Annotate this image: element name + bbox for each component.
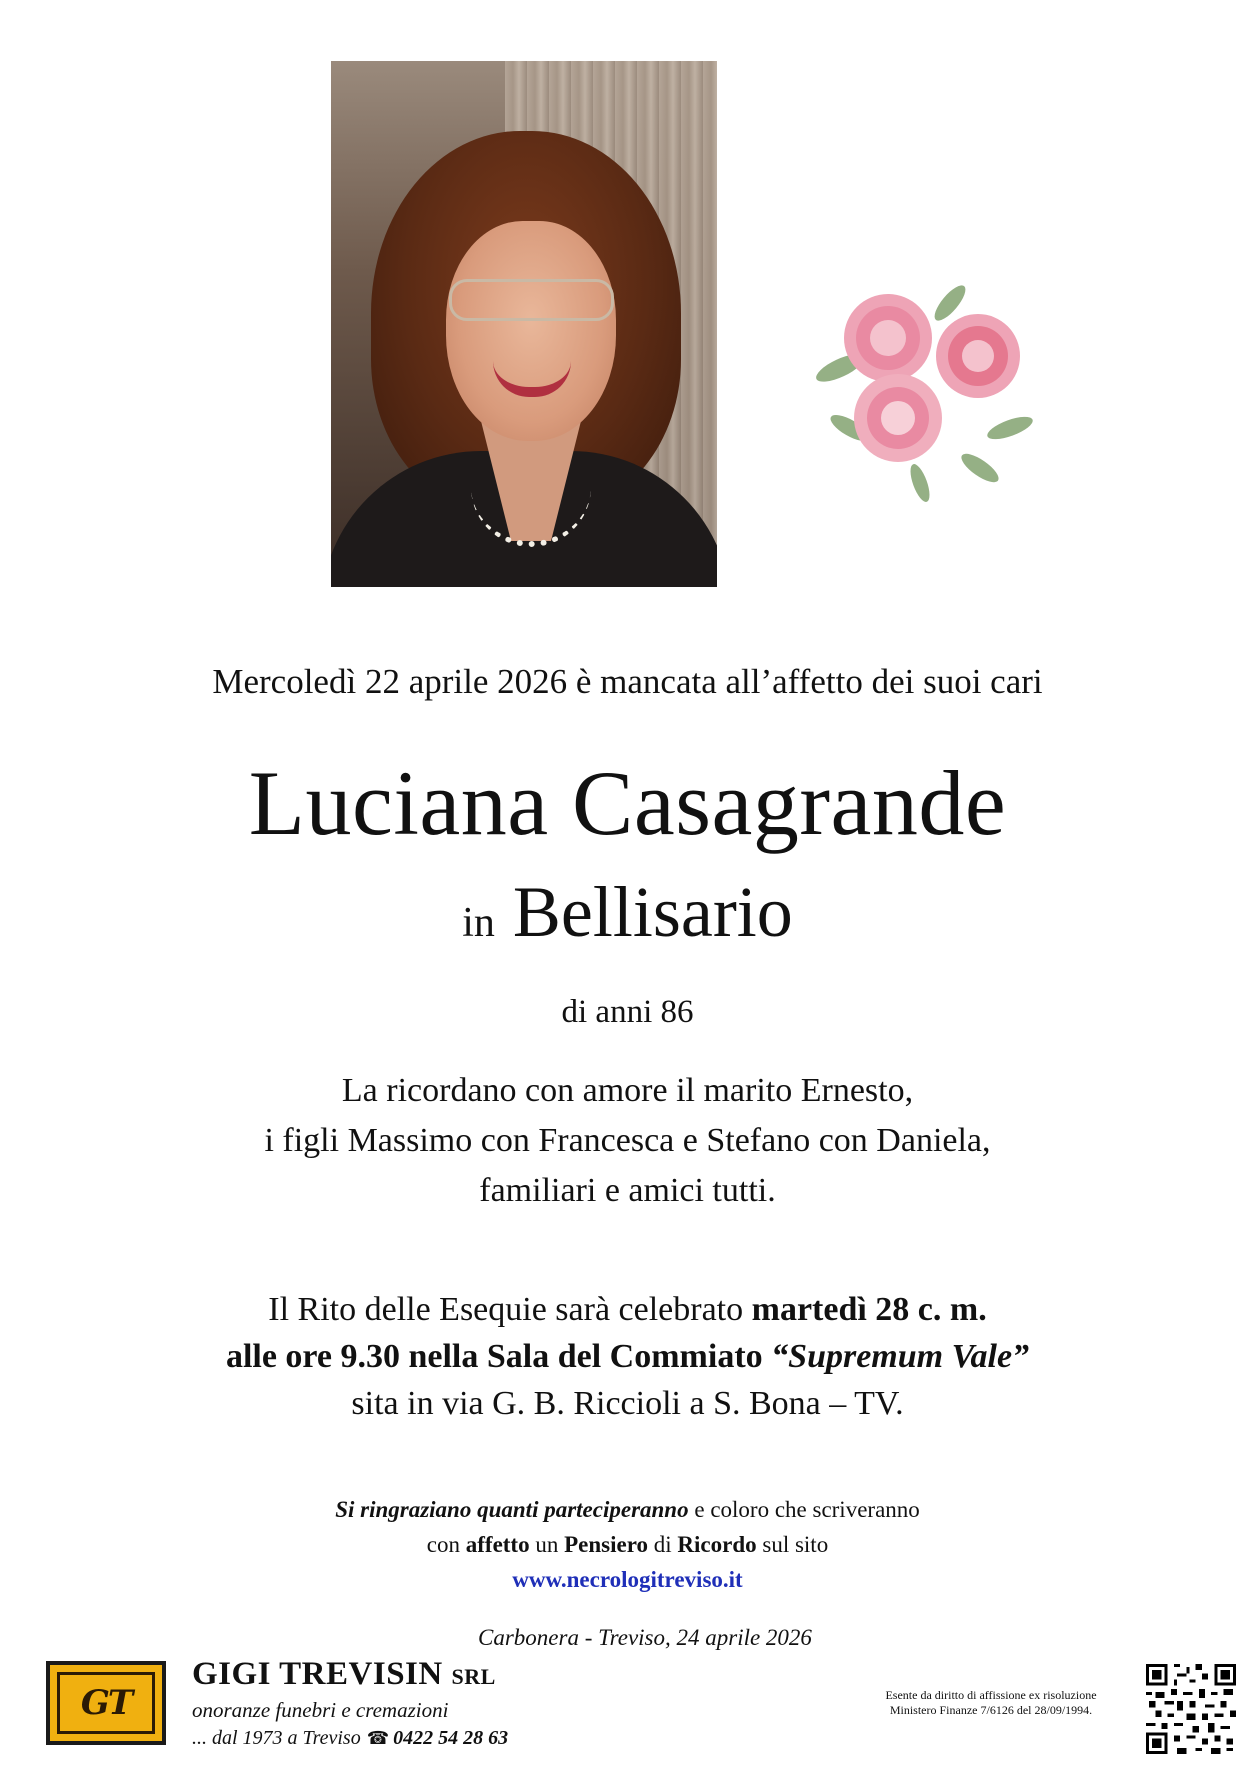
agency-name [192, 1655, 508, 1696]
exemption-line-2: Ministero Finanze 7/6126 del 28/09/1994. [889, 1703, 1093, 1717]
place-and-date: Carbonera - Treviso, 24 aprile 2026 [478, 1625, 812, 1650]
married-name-line [0, 866, 1255, 969]
telephone-icon: ☎ [366, 1728, 390, 1748]
funeral-date: martedì 28 c. m. [751, 1291, 987, 1328]
funeral-agency-info [192, 1655, 508, 1752]
agency-logo-monogram: GT [57, 1672, 155, 1734]
agency-services: onoranze funebri e cremazioni [192, 1698, 449, 1722]
agency-since-line [192, 1724, 508, 1752]
deceased-portrait-photo [331, 61, 717, 587]
death-announcement: Mercoledì 22 aprile 2026 è mancata all’affetto dei suoi cari [212, 662, 1043, 701]
funeral-hall-name: “Supremum Vale” [771, 1338, 1030, 1375]
thanks-word-bold: Ricordo [677, 1532, 757, 1557]
agency-name-text: GIGI TREVISIN [192, 1656, 443, 1692]
funeral-time-venue: alle ore 9.30 nella Sala del Commiato [225, 1338, 772, 1375]
married-prefix: in [462, 900, 495, 946]
qr-code-icon[interactable] [1146, 1664, 1236, 1754]
thanks-line-2 [0, 1527, 1255, 1562]
funeral-address: sita in via G. B. Riccioli a S. Bona – TV. [351, 1385, 904, 1422]
thanks-bold-text: Si ringraziano quanti parteciperanno [335, 1497, 689, 1522]
thanks-plain-text: e coloro che scriveranno [688, 1497, 920, 1522]
agency-logo [46, 1661, 166, 1745]
married-surname: Bellisario [512, 872, 793, 952]
funeral-line-1 [0, 1286, 1255, 1333]
thanks-word: sul sito [756, 1532, 829, 1557]
deceased-age: di anni 86 [561, 994, 694, 1030]
agency-phone[interactable]: 0422 54 28 63 [393, 1727, 509, 1749]
mourners-list [0, 1066, 1255, 1216]
funeral-line-2 [0, 1333, 1255, 1380]
mourners-line: familiari e amici tutti. [479, 1172, 776, 1209]
thanks-word-bold: affetto [465, 1532, 530, 1557]
necrology-website-link[interactable]: www.necrologitreviso.it [512, 1567, 743, 1592]
thanks-word: con [426, 1532, 466, 1557]
peony-flowers-icon [810, 278, 1040, 508]
exemption-line-1: Esente da diritto di affissione ex risoluzione [885, 1688, 1097, 1702]
funeral-details [0, 1286, 1255, 1427]
mourners-line: i figli Massimo con Francesca e Stefano con Daniela, [264, 1122, 991, 1159]
thanks-word-bold: Pensiero [564, 1532, 649, 1557]
thanks-word: di [648, 1532, 678, 1557]
photo-face [446, 221, 616, 441]
thanks-message [0, 1492, 1255, 1597]
photo-glasses [449, 279, 614, 321]
agency-suffix: SRL [451, 1664, 496, 1689]
thanks-line-1 [0, 1492, 1255, 1527]
thanks-word: un [529, 1532, 565, 1557]
agency-since: ... dal 1973 a Treviso [192, 1727, 361, 1749]
mourners-line: La ricordano con amore il marito Ernesto, [341, 1072, 914, 1109]
affixation-exemption-note [860, 1688, 1122, 1718]
deceased-name: Luciana Casagrande [248, 752, 1007, 854]
funeral-rite-text: Il Rito delle Esequie sarà celebrato [268, 1291, 752, 1328]
